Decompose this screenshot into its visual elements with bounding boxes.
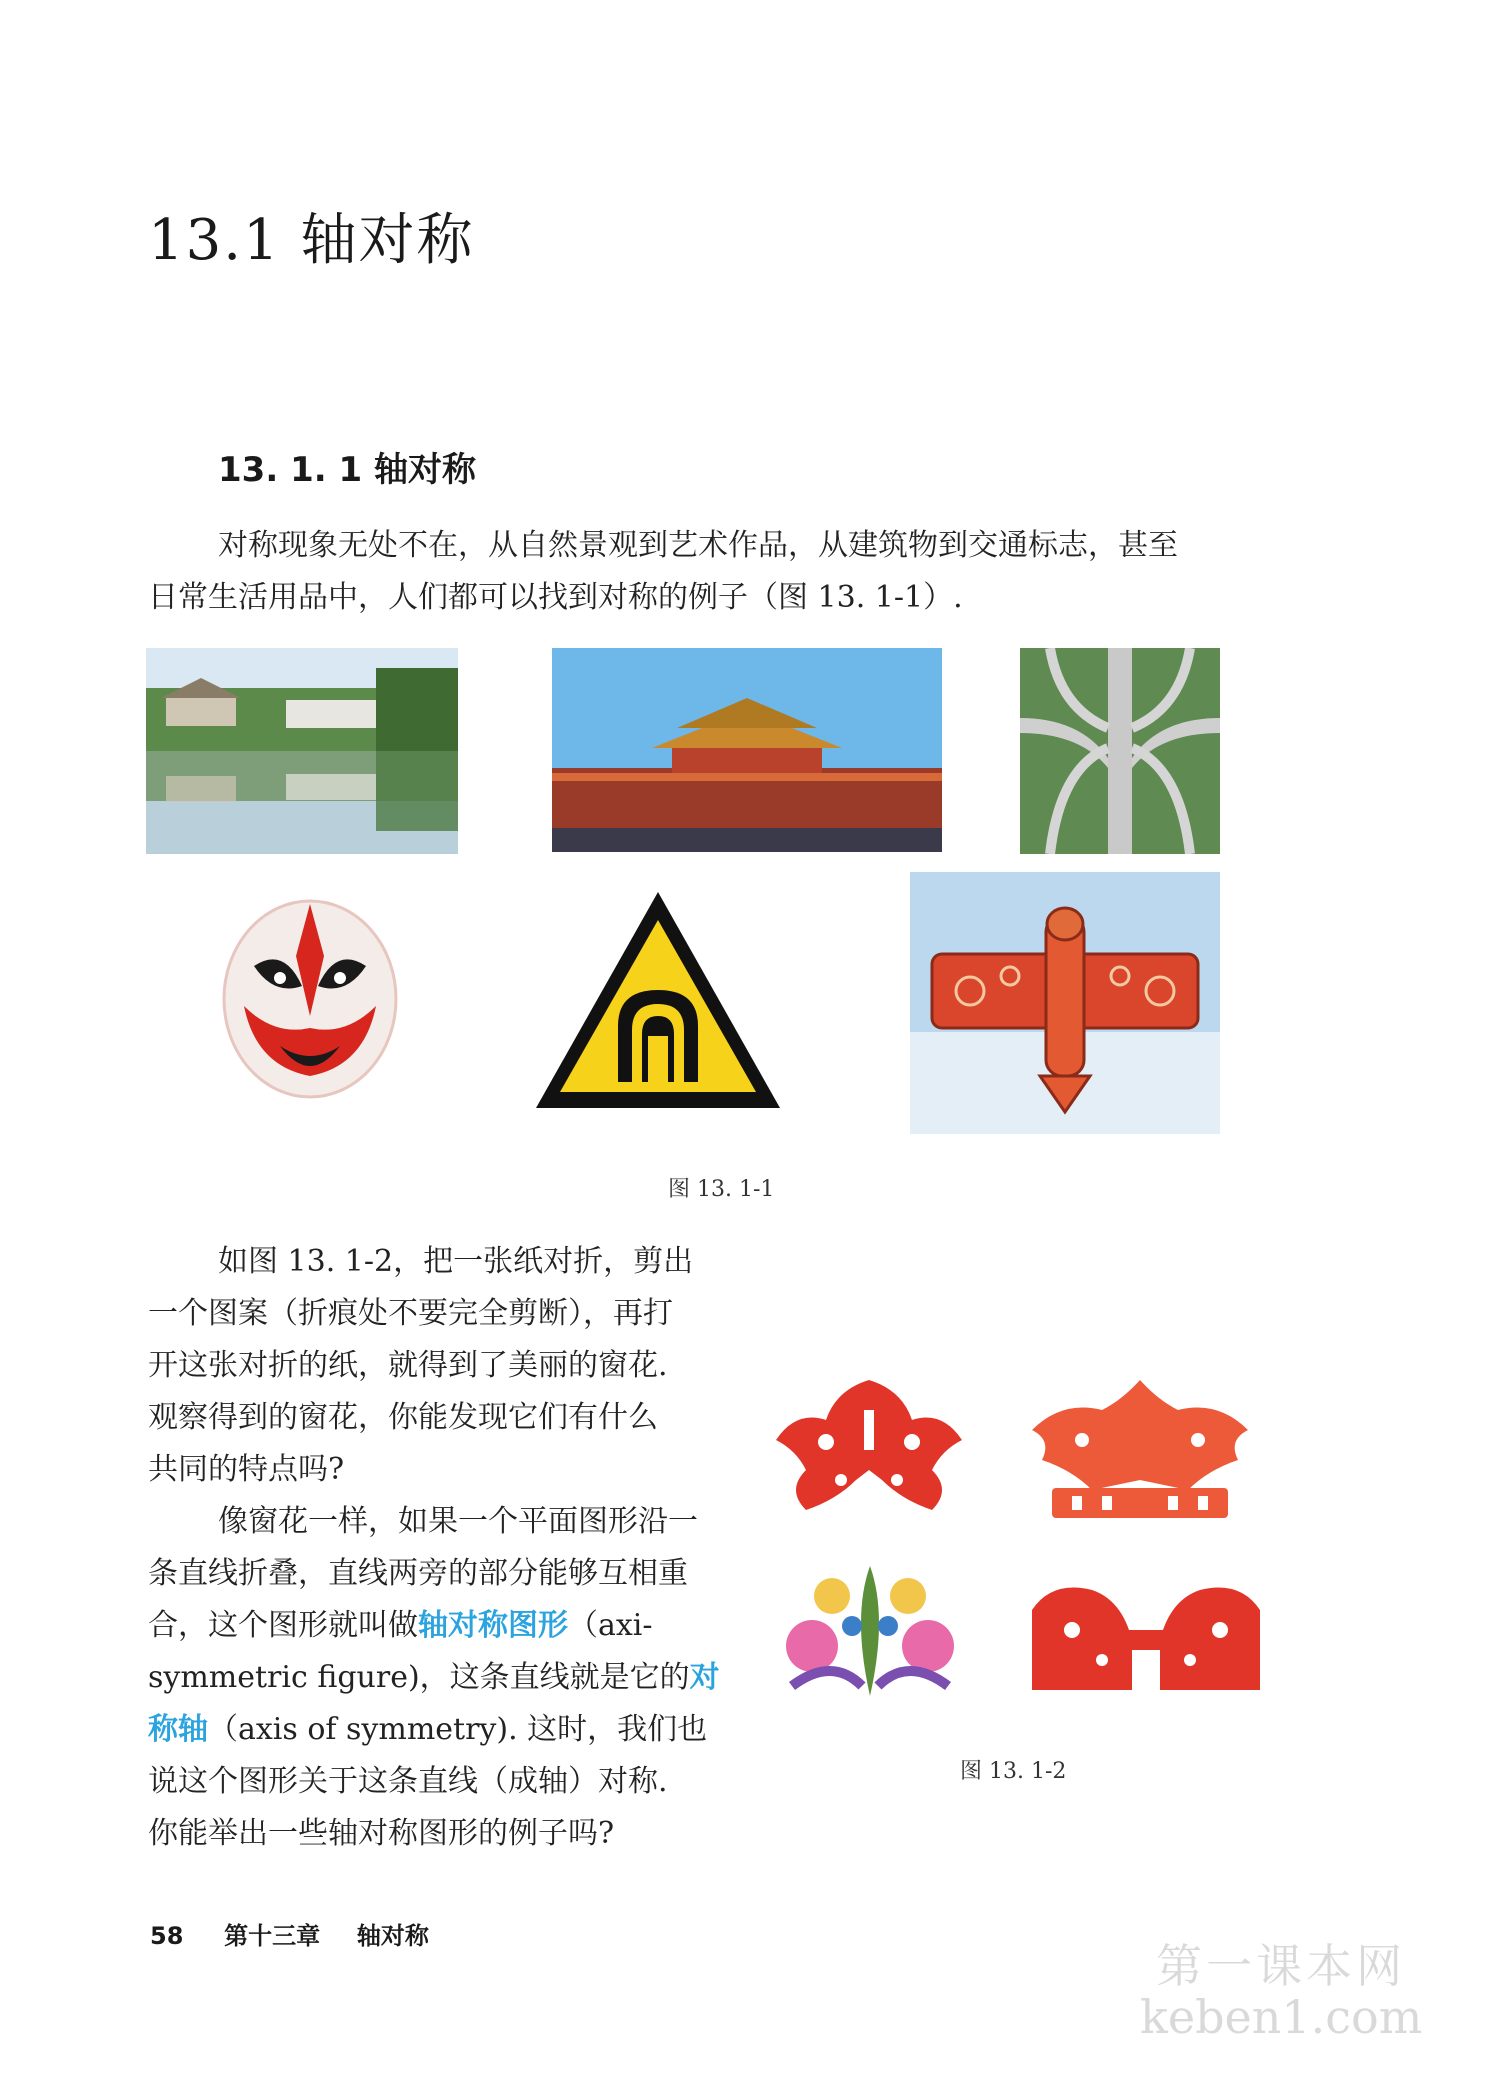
body-p2-text: symmetric figure)，这条直线就是它的 xyxy=(148,1660,690,1695)
body-p1-line-1: 如图 13. 1-2，把一张纸对折，剪出 xyxy=(218,1244,694,1279)
body-p2-line-5 xyxy=(148,1704,707,1756)
body-p1-line-4: 观察得到的窗花，你能发现它们有什么 xyxy=(148,1400,658,1435)
body-p2-text: 合，这个图形就叫做 xyxy=(148,1608,418,1643)
term-axisymmetric-figure: 轴对称图形 xyxy=(418,1608,568,1643)
section-title: 13. 1. 1 轴对称 xyxy=(218,450,476,490)
intro-line-1: 对称现象无处不在，从自然景观到艺术作品，从建筑物到交通标志，甚至 xyxy=(218,528,1178,563)
tunnel-warning-sign-icon xyxy=(530,886,786,1116)
papercut-lions-image xyxy=(1022,1560,1270,1700)
papercut-flowers-image xyxy=(772,1556,968,1704)
chapter-title: 13.1 轴对称 xyxy=(148,208,475,273)
body-p2-line-1: 像窗花一样，如果一个平面图形沿一 xyxy=(218,1504,698,1539)
body-p2-text: （axi- xyxy=(568,1608,653,1643)
page-number: 58 xyxy=(150,1922,184,1950)
watermark xyxy=(1140,1930,1422,2044)
body-p1-line-3: 开这张对折的纸，就得到了美丽的窗花. xyxy=(148,1348,668,1383)
papercut-birds-image xyxy=(1012,1370,1268,1524)
opera-mask-image xyxy=(214,896,406,1102)
footer-chapter-label: 第十三章 xyxy=(224,1922,321,1950)
term-axis-of-symmetry-part1: 对 xyxy=(689,1660,720,1695)
figure-1-caption: 图 13. 1-1 xyxy=(668,1177,775,1202)
watermark-line-2: keben1.com xyxy=(1140,1990,1423,2044)
term-axis-of-symmetry-part2: 称轴 xyxy=(148,1712,208,1747)
body-p1-line-2: 一个图案（折痕处不要完全剪断），再打 xyxy=(148,1296,673,1331)
papercut-dragons-image xyxy=(766,1370,972,1520)
tiananmen-image xyxy=(552,648,942,852)
page-footer xyxy=(150,1916,429,1951)
figure-2-caption: 图 13. 1-2 xyxy=(960,1759,1067,1784)
lake-reflection-image xyxy=(146,648,458,854)
footer-chapter-name: 轴对称 xyxy=(356,1922,429,1950)
body-p2-line-4 xyxy=(148,1652,720,1704)
body-p2-line-7: 你能举出一些轴对称图形的例子吗? xyxy=(148,1816,615,1851)
body-p2-line-2: 条直线折叠，直线两旁的部分能够互相重 xyxy=(148,1556,688,1591)
interchange-image xyxy=(1020,648,1220,854)
watermark-line-1: 第一课本网 xyxy=(1156,1939,1407,1993)
body-p2-line-3 xyxy=(148,1600,653,1652)
intro-line-2: 日常生活用品中，人们都可以找到对称的例子（图 13. 1-1）. xyxy=(148,580,963,615)
body-p1-line-5: 共同的特点吗? xyxy=(148,1452,345,1487)
body-p2-line-6: 说这个图形关于这条直线（成轴）对称. xyxy=(148,1764,668,1799)
kite-image xyxy=(910,872,1220,1134)
body-p2-text: （axis of symmetry). 这时，我们也 xyxy=(208,1712,708,1747)
